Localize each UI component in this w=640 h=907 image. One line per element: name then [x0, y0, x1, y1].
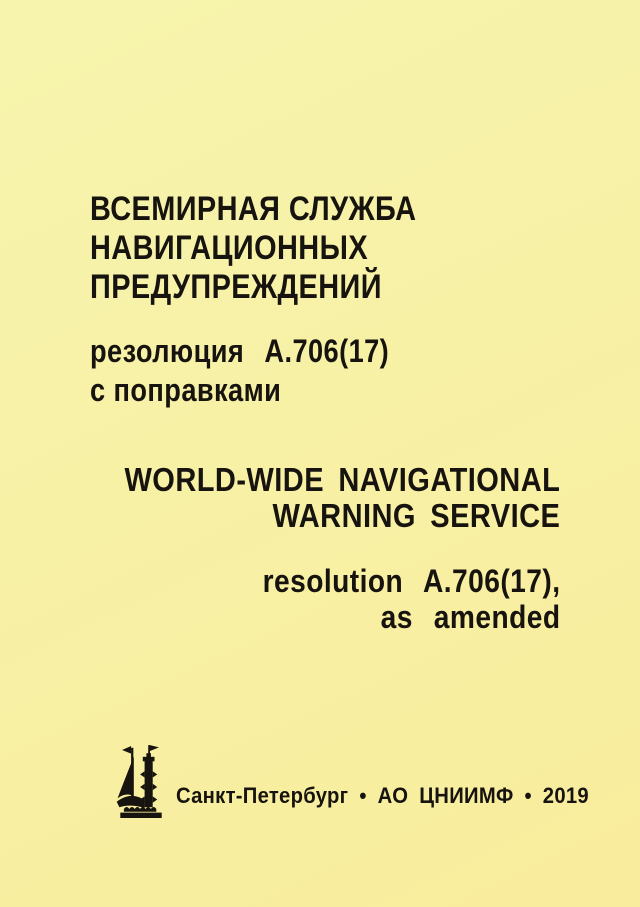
title-russian	[90, 190, 416, 307]
subtitle-english-line: as amended	[380, 599, 560, 635]
title-russian-line: ВСЕМИРНАЯ СЛУЖБА	[90, 190, 417, 228]
title-russian-line: ПРЕДУПРЕЖДЕНИЙ	[90, 268, 382, 306]
title-english-line: WORLD-WIDE NAVIGATIONAL	[124, 461, 560, 498]
subtitle-english-line: resolution A.706(17),	[262, 563, 560, 599]
subtitle-russian-line: с поправками	[90, 372, 282, 408]
imprint-city-publisher-year: Санкт-Петербург • АО ЦНИИМФ • 2019	[176, 783, 589, 808]
subtitle-russian-resolution	[90, 332, 389, 410]
title-russian-line: НАВИГАЦИОННЫХ	[90, 229, 369, 267]
title-english	[124, 462, 560, 534]
title-english-line: WARNING SERVICE	[272, 497, 560, 534]
subtitle-english-resolution	[262, 563, 560, 635]
subtitle-russian-line: резолюция А.706(17)	[90, 333, 390, 369]
publisher-ship-logo-icon	[114, 744, 168, 820]
